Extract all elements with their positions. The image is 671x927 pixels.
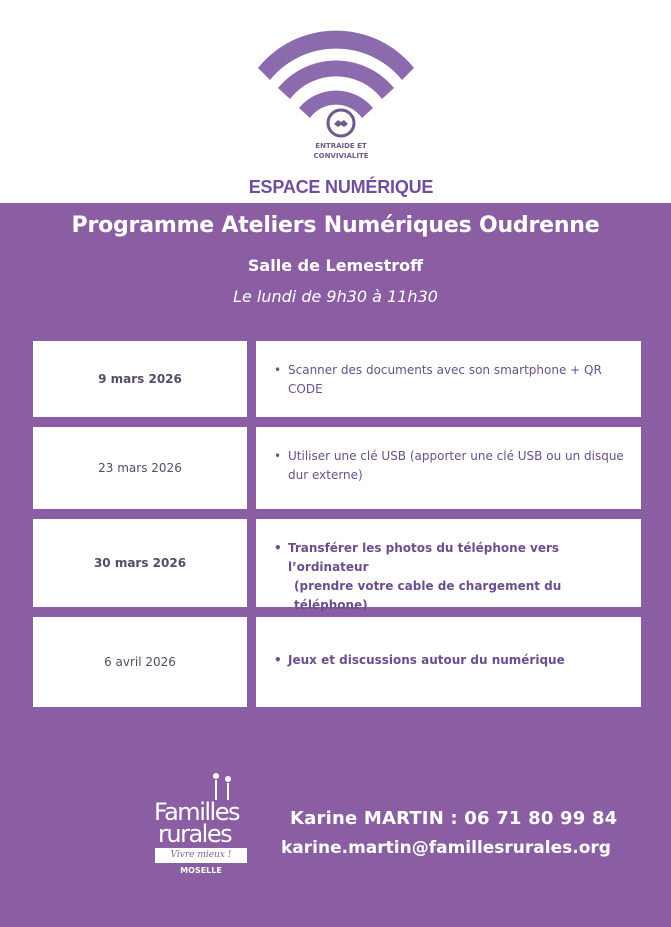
header bbox=[0, 0, 671, 203]
bullet: • bbox=[274, 653, 282, 667]
bullet: • bbox=[274, 541, 282, 555]
session-date: 9 mars 2026 bbox=[33, 341, 247, 417]
bullet: • bbox=[274, 363, 282, 377]
logo-word1: Familles bbox=[154, 798, 239, 826]
tagline-line1: ENTRAIDE ET bbox=[315, 142, 367, 150]
session-topic: Transférer les photos du téléphone vers l’ordinateur bbox=[288, 541, 560, 574]
espace-title: ESPACE NUMÉRIQUE bbox=[248, 177, 434, 197]
familles-rurales-logo bbox=[150, 770, 250, 880]
session-row bbox=[33, 617, 641, 707]
schedule: Le lundi de 9h30 à 11h30 bbox=[233, 287, 438, 306]
program-title: Programme Ateliers Numériques Oudrenne bbox=[71, 213, 600, 238]
session-date: 30 mars 2026 bbox=[33, 519, 247, 607]
bullet: • bbox=[274, 449, 282, 463]
session-topic-line2: (prendre votre cable de chargement du téléphone) bbox=[294, 579, 562, 612]
session-topic-cell bbox=[256, 341, 641, 417]
logo-word2: rurales bbox=[158, 820, 232, 848]
session-row bbox=[33, 427, 641, 509]
session-topic: Jeux et discussions autour du numérique bbox=[288, 653, 565, 667]
session-topic-cell bbox=[256, 427, 641, 509]
handshake-icon bbox=[326, 108, 356, 138]
session-row bbox=[33, 341, 641, 417]
venue: Salle de Lemestroff bbox=[247, 256, 424, 275]
tagline bbox=[271, 141, 411, 161]
session-row bbox=[33, 519, 641, 612]
tagline-line2: CONVIVIALITÉ bbox=[313, 152, 369, 160]
session-topic: Scanner des documents avec son smartphone + QR CODE bbox=[288, 363, 602, 396]
figures-icon bbox=[208, 770, 238, 800]
contact-name-phone: Karine MARTIN : 06 71 80 99 84 bbox=[290, 808, 618, 829]
session-topic-cell bbox=[256, 519, 641, 612]
session-date: 23 mars 2026 bbox=[33, 427, 247, 509]
session-topic-cell bbox=[256, 617, 641, 707]
session-date: 6 avril 2026 bbox=[33, 617, 247, 707]
wifi-icon bbox=[236, 10, 436, 120]
logo-region: MOSELLE bbox=[180, 866, 222, 875]
contact-email[interactable]: karine.martin@famillesrurales.org bbox=[281, 838, 611, 858]
logo-slogan: Vivre mieux ! bbox=[155, 848, 247, 863]
session-topic: Utiliser une clé USB (apporter une clé USB ou un disque dur externe) bbox=[288, 449, 624, 482]
